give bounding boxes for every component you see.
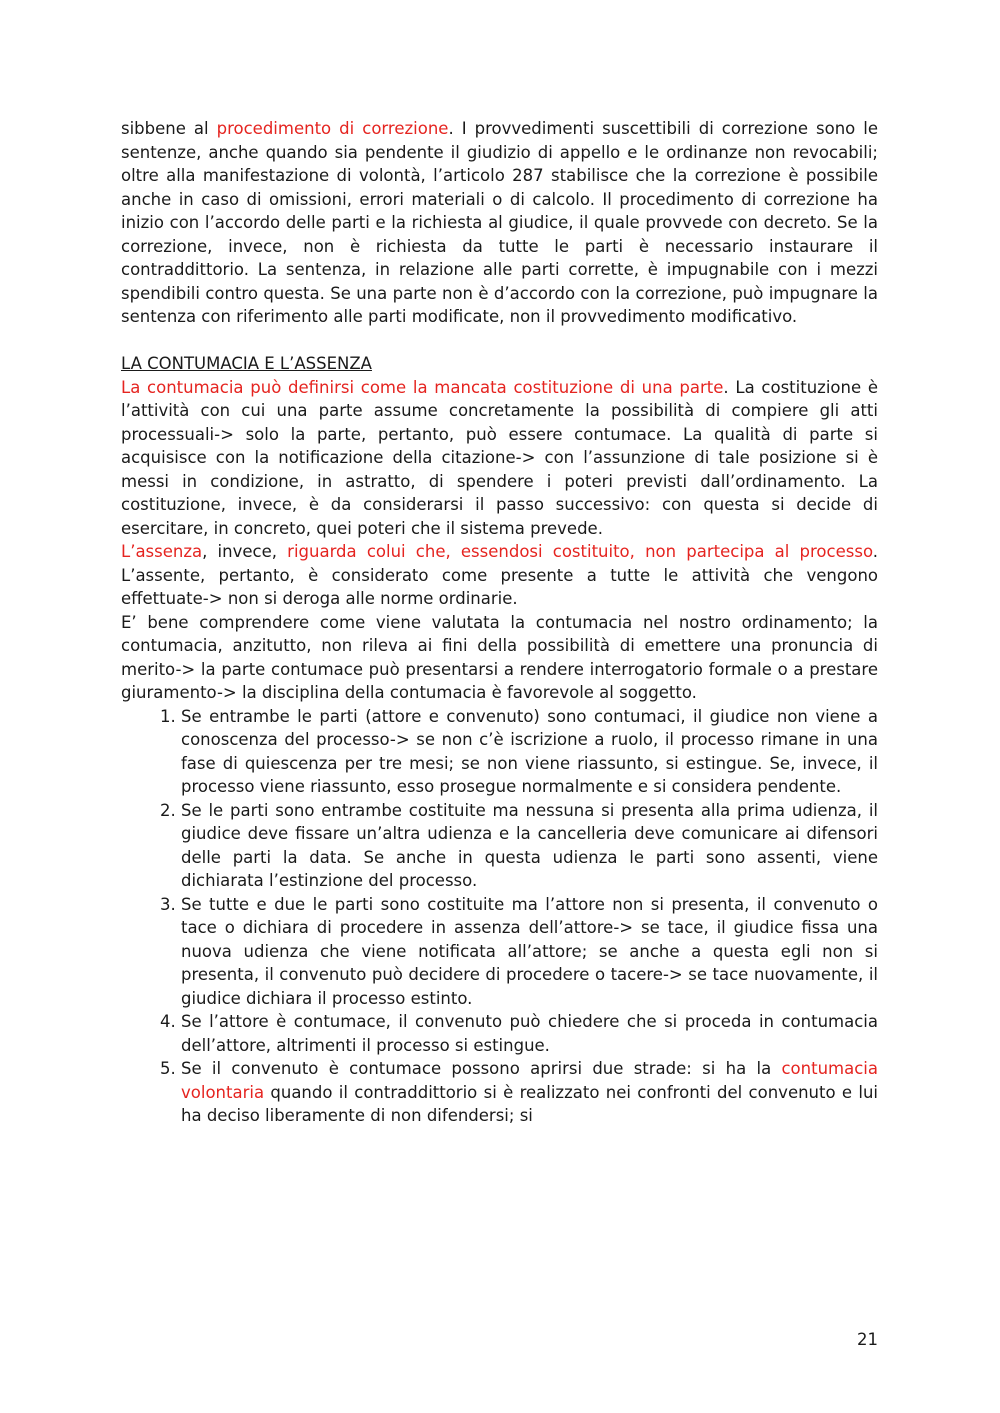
highlighted-definition: La contumacia può definirsi come la mancata costituzione di una parte <box>121 377 724 397</box>
section-heading: LA CONTUMACIA E L’ASSENZA <box>121 354 372 373</box>
text-run: . L’assente, pertanto, è considerato come presente a tutte le attività che vengono effettuate-> non si deroga alle norme ordinarie. <box>121 542 878 608</box>
highlighted-term: contumacia volontaria <box>181 1059 878 1102</box>
paragraph-valutazione: E’ bene comprendere come viene valutata la contumacia nel nostro ordinamento; la contumacia, anzitutto, non rileva ai fini della possibilità di emettere una pronuncia di merito-> la parte contumace può presentarsi a rendere interrogatorio formale o a prestare giuramento-> la disciplina della contumacia è favorevole al soggetto. <box>121 612 878 702</box>
list-item: 1. Se entrambe le parti (attore e convenuto) sono contumaci, il giudice non viene a conoscenza del processo-> se non c’è iscrizione a ruolo, il processo rimane in una fase di quiescenza per tre mesi; se non viene riassunto, si estingue. Se, invece, il processo viene riassunto, esso prosegue normalmente e si considera pendente. <box>181 705 878 799</box>
paragraph-contumacia <box>121 376 878 541</box>
text-run: . I provvedimenti suscettibili di correzione sono le sentenze, anche quando sia pendente il giudizio di appello e le ordinanze non revocabili; oltre alla manifestazione di volontà, l’articolo 287 stabilisce che la correzione è possibile anche in caso di omissioni, errori materiali o di calcolo. Il procedimento di correzione ha inizio con l’accordo delle parti e la richiesta al giudice, il quale provvede con decreto. Se la correzione, invece, non è richiesta da tutte le parti è necessario instaurare il contraddittorio. La sentenza, in relazione alle parti corrette, è impugnabile con i mezzi spendibili contro questa. Se una parte non è d’accordo con la correzione, può impugnare la sentenza con riferimento alle parti modificate, non il provvedimento modificativo. <box>121 119 878 326</box>
list-item: 3. Se tutte e due le parti sono costituite ma l’attore non si presenta, il convenuto o tace o dichiara di procedere in assenza dell’attore-> se tace, il giudice fissa una nuova udienza che viene notificata all’attore; se anche a questa egli non si presenta, il convenuto può decidere di procedere o tacere-> se tace nuovamente, il giudice dichiara il processo estinto. <box>181 893 878 1011</box>
text-run: Se il convenuto è contumace possono aprirsi due strade: si ha la <box>181 1059 782 1078</box>
numbered-list <box>121 705 878 1128</box>
text-run: quando il contraddittorio si è realizzato nei confronti del convenuto e lui ha deciso liberamente di non difendersi; si <box>181 1082 878 1125</box>
highlighted-term: procedimento di correzione <box>216 119 449 138</box>
list-item <box>181 1057 878 1128</box>
document-page <box>121 117 878 1128</box>
paragraph-correzione <box>121 117 878 329</box>
text-run: sibbene al <box>121 119 217 138</box>
highlighted-term: L’assenza <box>121 542 203 561</box>
text-run: . La costituzione è l’attività con cui una parte assume concretamente la possibilità di compiere gli atti processuali-> solo la parte, pertanto, può essere contumace. La qualità di parte si acquisisce con la notificazione della citazione-> con l’assunzione di tale posizione si è messi in condizione, in astratto, di spendere i poteri previsti dall’ordinamento. La costituzione, invece, è da considerarsi il passo successivo: con questa si decide di esercitare, in concreto, quei poteri che il sistema prevede. <box>121 377 878 538</box>
text-run: , invece, <box>202 542 288 561</box>
list-item: 4. Se l’attore è contumace, il convenuto può chiedere che si proceda in contumacia dell’attore, altrimenti il processo si estingue. <box>181 1010 878 1057</box>
page-number: 21 <box>857 1330 878 1349</box>
list-item: 2. Se le parti sono entrambe costituite ma nessuna si presenta alla prima udienza, il giudice deve fissare un’altra udienza e la cancelleria deve comunicare ai difensori delle parti la data. Se anche in questa udienza le parti sono assenti, viene dichiarata l’estinzione del processo. <box>181 799 878 893</box>
paragraph-assenza <box>121 540 878 611</box>
highlighted-definition: riguarda colui che, essendosi costituito, non partecipa al processo <box>287 542 873 561</box>
